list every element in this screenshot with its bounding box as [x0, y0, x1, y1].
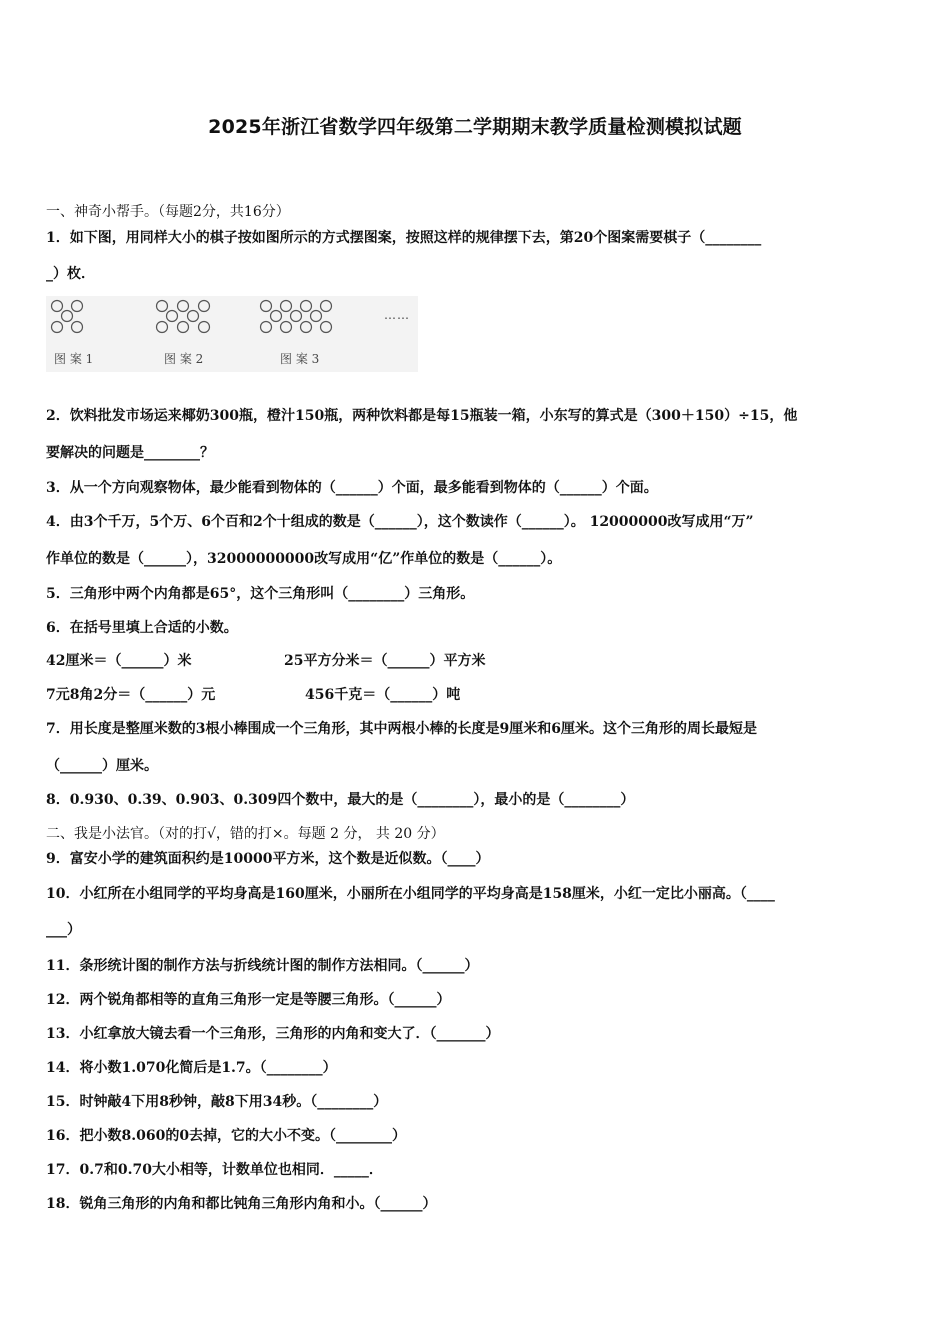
question-12: 12．两个锐角都相等的直角三角形一定是等腰三角形。（______） [46, 992, 451, 1008]
page-title: 2025年浙江省数学四年级第二学期期末教学质量检测模拟试题 [208, 116, 742, 138]
figure-caption-1: 图 案 1 [54, 352, 94, 366]
question-11: 11．条形统计图的制作方法与折线统计图的制作方法相同。（______） [46, 958, 479, 974]
question-5: 5．三角形中两个内角都是65°，这个三角形叫（________）三角形。 [46, 586, 475, 602]
section-2-heading: 二、我是小法官。（对的打√，错的打×。每题 2 分， 共 20 分） [46, 826, 445, 842]
question-8: 8．0.930、0.39、0.903、0.309四个数中，最大的是（________），最小的是（________） [46, 792, 635, 808]
question-16: 16．把小数8.060的0去掉，它的大小不变。（________） [46, 1128, 407, 1144]
question-14: 14．将小数1.070化简后是1.7。（________） [46, 1060, 337, 1076]
question-2-line-1: 2．饮料批发市场运来椰奶300瓶，橙汁150瓶，两种饮料都是每15瓶装一箱，小东写的算式是（300＋150）÷15，他 [46, 408, 798, 424]
question-13: 13．小红拿放大镜去看一个三角形，三角形的内角和变大了．（_______） [46, 1026, 500, 1042]
figure-caption-2: 图 案 2 [164, 352, 204, 366]
question-2-line-2: 要解决的问题是________？ [46, 445, 214, 461]
chess-pattern-graphic [46, 296, 418, 372]
figure-caption-3: 图 案 3 [280, 352, 320, 366]
question-1-line-2: _）枚． [46, 266, 95, 282]
question-6: 6．在括号里填上合适的小数。 [46, 620, 238, 636]
question-4-line-1: 4．由3个千万，5个万、6个百和2个十组成的数是（______），这个数读作（______）。 12000000改写成用“万” [46, 514, 754, 530]
question-6-item-3: 7元8角2分＝（______）元 [46, 687, 216, 703]
question-9: 9．富安小学的建筑面积约是10000平方米，这个数是近似数。（____） [46, 851, 490, 867]
question-17: 17．0.7和0.70大小相等，计数单位也相同．_____． [46, 1162, 383, 1178]
question-10-line-2: ___） [46, 922, 81, 938]
question-7-line-2: （______）厘米。 [46, 758, 158, 774]
question-18: 18．锐角三角形的内角和都比钝角三角形内角和小。（______） [46, 1196, 437, 1212]
question-6-item-2: 25平方分米＝（______）平方米 [284, 653, 486, 669]
question-7-line-1: 7．用长度是整厘米数的3根小棒围成一个三角形，其中两根小棒的长度是9厘米和6厘米。这个三角形的周长最短是 [46, 721, 757, 737]
question-6-item-4: 456千克＝（______）吨 [305, 687, 461, 703]
question-15: 15．时钟敲4下用8秒钟，敲8下用34秒。（________） [46, 1094, 388, 1110]
question-3: 3．从一个方向观察物体，最少能看到物体的（______）个面，最多能看到物体的（______）个面。 [46, 480, 658, 496]
figure-ellipsis: …… [384, 308, 410, 322]
chess-pattern-figure [46, 296, 418, 372]
question-1-line-1: 1．如下图，用同样大小的棋子按如图所示的方式摆图案，按照这样的规律摆下去，第20个图案需要棋子（________ [46, 230, 762, 246]
question-6-item-1: 42厘米＝（______）米 [46, 653, 192, 669]
question-10-line-1: 10．小红所在小组同学的平均身高是160厘米，小丽所在小组同学的平均身高是158厘米，小红一定比小丽高。（____ [46, 886, 775, 902]
section-1-heading: 一、神奇小帮手。（每题2分，共16分） [46, 204, 290, 220]
question-4-line-2: 作单位的数是（______），32000000000改写成用“亿”作单位的数是（______）。 [46, 551, 562, 567]
